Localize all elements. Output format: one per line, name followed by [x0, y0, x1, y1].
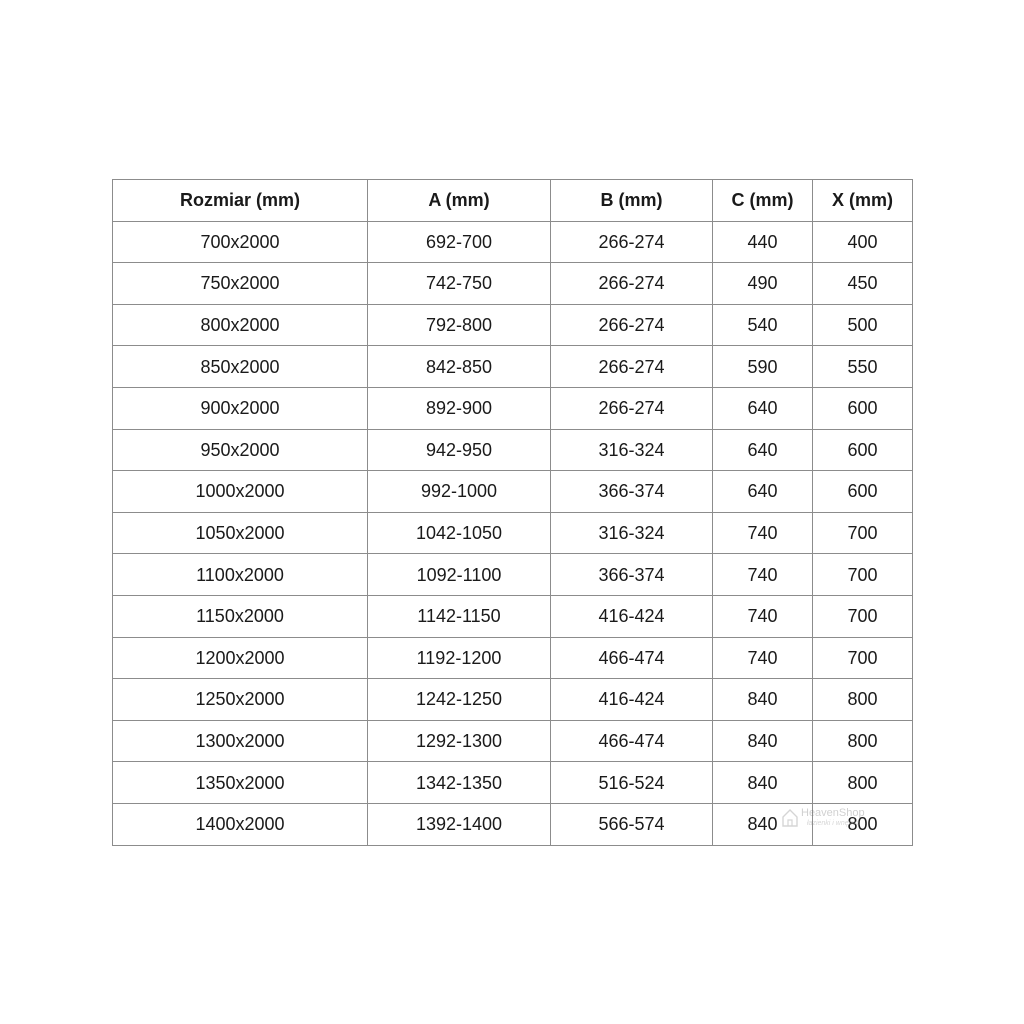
- table-row: [113, 595, 913, 637]
- table-row: [113, 720, 913, 762]
- cell-x: 800: [813, 679, 913, 721]
- cell-a: 1092-1100: [368, 554, 551, 596]
- cell-x: 700: [813, 512, 913, 554]
- table-row: [113, 346, 913, 388]
- cell-a: 1392-1400: [368, 803, 551, 845]
- table-row: [113, 221, 913, 263]
- cell-x: 700: [813, 637, 913, 679]
- cell-a: 1342-1350: [368, 762, 551, 804]
- cell-size: 950x2000: [113, 429, 368, 471]
- cell-b: 466-474: [551, 637, 713, 679]
- cell-b: 366-374: [551, 554, 713, 596]
- cell-b: 316-324: [551, 512, 713, 554]
- cell-a: 1142-1150: [368, 595, 551, 637]
- cell-b: 516-524: [551, 762, 713, 804]
- cell-c: 840: [713, 803, 813, 845]
- cell-b: 266-274: [551, 304, 713, 346]
- cell-size: 700x2000: [113, 221, 368, 263]
- cell-x: 550: [813, 346, 913, 388]
- cell-c: 590: [713, 346, 813, 388]
- cell-b: 266-274: [551, 346, 713, 388]
- watermark-tagline: łazienki i wnętrza: [807, 820, 861, 827]
- table-row: [113, 762, 913, 804]
- table-row: [113, 554, 913, 596]
- cell-size: 1050x2000: [113, 512, 368, 554]
- header-b: B (mm): [551, 180, 713, 222]
- cell-b: 266-274: [551, 221, 713, 263]
- cell-size: 1300x2000: [113, 720, 368, 762]
- cell-size: 1350x2000: [113, 762, 368, 804]
- cell-size: 900x2000: [113, 387, 368, 429]
- cell-size: 1400x2000: [113, 803, 368, 845]
- cell-c: 840: [713, 720, 813, 762]
- cell-size: 1250x2000: [113, 679, 368, 721]
- cell-c: 840: [713, 679, 813, 721]
- cell-c: 640: [713, 429, 813, 471]
- cell-a: 892-900: [368, 387, 551, 429]
- table-row: [113, 387, 913, 429]
- cell-b: 566-574: [551, 803, 713, 845]
- cell-x: 600: [813, 429, 913, 471]
- size-table: [112, 179, 913, 846]
- cell-size: 800x2000: [113, 304, 368, 346]
- cell-b: 316-324: [551, 429, 713, 471]
- cell-size: 1150x2000: [113, 595, 368, 637]
- cell-a: 692-700: [368, 221, 551, 263]
- table-row: [113, 429, 913, 471]
- cell-b: 366-374: [551, 471, 713, 513]
- cell-a: 742-750: [368, 263, 551, 305]
- table-row: [113, 471, 913, 513]
- cell-a: 992-1000: [368, 471, 551, 513]
- cell-a: 1292-1300: [368, 720, 551, 762]
- cell-a: 792-800: [368, 304, 551, 346]
- cell-a: 842-850: [368, 346, 551, 388]
- cell-size: 750x2000: [113, 263, 368, 305]
- table-row: [113, 637, 913, 679]
- table-row: [113, 679, 913, 721]
- cell-a: 1042-1050: [368, 512, 551, 554]
- watermark-brand: HeavenShop: [801, 807, 865, 819]
- table-row: [113, 803, 913, 845]
- header-row: [113, 180, 913, 222]
- table-body: [113, 221, 913, 845]
- cell-c: 640: [713, 387, 813, 429]
- cell-b: 266-274: [551, 387, 713, 429]
- header-c: C (mm): [713, 180, 813, 222]
- cell-x: 800: [813, 720, 913, 762]
- table-row: [113, 263, 913, 305]
- cell-a: 1192-1200: [368, 637, 551, 679]
- cell-x: 450: [813, 263, 913, 305]
- cell-a: 942-950: [368, 429, 551, 471]
- table-row: [113, 512, 913, 554]
- cell-x: 800: [813, 803, 913, 845]
- cell-size: 1100x2000: [113, 554, 368, 596]
- cell-c: 840: [713, 762, 813, 804]
- cell-x: 800: [813, 762, 913, 804]
- cell-c: 740: [713, 637, 813, 679]
- cell-c: 490: [713, 263, 813, 305]
- cell-a: 1242-1250: [368, 679, 551, 721]
- cell-x: 600: [813, 387, 913, 429]
- cell-b: 466-474: [551, 720, 713, 762]
- cell-c: 640: [713, 471, 813, 513]
- cell-b: 266-274: [551, 263, 713, 305]
- cell-b: 416-424: [551, 595, 713, 637]
- cell-size: 850x2000: [113, 346, 368, 388]
- cell-size: 1000x2000: [113, 471, 368, 513]
- cell-x: 700: [813, 595, 913, 637]
- header-size: Rozmiar (mm): [113, 180, 368, 222]
- cell-c: 740: [713, 595, 813, 637]
- cell-b: 416-424: [551, 679, 713, 721]
- cell-size: 1200x2000: [113, 637, 368, 679]
- cell-c: 740: [713, 554, 813, 596]
- cell-c: 740: [713, 512, 813, 554]
- cell-x: 600: [813, 471, 913, 513]
- cell-x: 500: [813, 304, 913, 346]
- cell-x: 400: [813, 221, 913, 263]
- cell-x: 700: [813, 554, 913, 596]
- cell-c: 540: [713, 304, 813, 346]
- header-x: X (mm): [813, 180, 913, 222]
- header-a: A (mm): [368, 180, 551, 222]
- table-row: [113, 304, 913, 346]
- cell-c: 440: [713, 221, 813, 263]
